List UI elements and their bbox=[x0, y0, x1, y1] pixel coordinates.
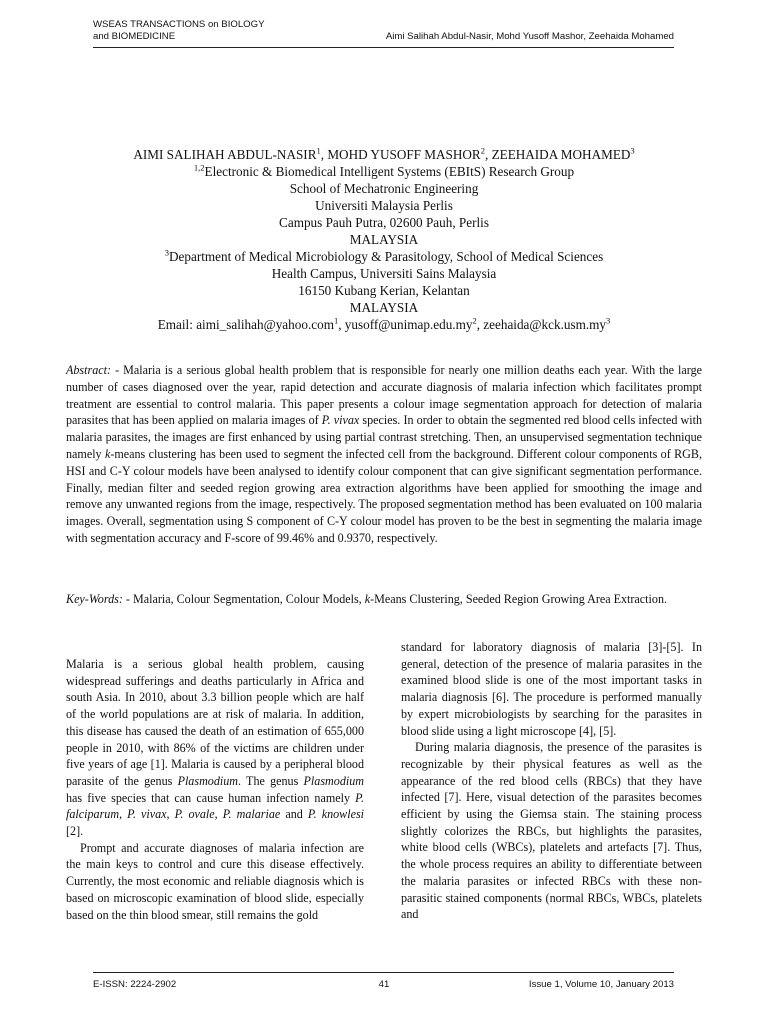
journal-name-line2: and BIOMEDICINE bbox=[93, 31, 176, 42]
author-names bbox=[0, 146, 768, 163]
affiliation-2-address: 16150 Kubang Kerian, Kelantan bbox=[298, 283, 470, 298]
keywords bbox=[66, 591, 702, 608]
affiliation-1-group: Electronic & Biomedical Intelligent Systems (EBItS) Research Group bbox=[204, 164, 575, 179]
keywords-label: Key-Words: bbox=[66, 592, 123, 606]
email-1-sup: 1 bbox=[333, 315, 339, 326]
email-separator: , bbox=[476, 317, 484, 332]
species-name: P. vivax bbox=[127, 807, 167, 822]
abstract-text: -means clustering has been used to segment the infected cell from the background. Different colour components of RGB, HSI and C-Y colour models have been analysed to identify colour component that can give significant segmentation performance. Finally, median filter and seeded region growing area extraction algorithms have been applied for smoothing the image and remove any unwanted regions from the image, respectively. The proposed segmentation method has been evaluated on 100 malaria images. Overall, segmentation using S component of C-Y colour model has proven to be the best in segmenting the malaria image with segmentation accuracy and F-score of 99.46% and 0.9370, respectively. bbox=[66, 446, 702, 545]
affiliation-1 bbox=[0, 163, 768, 180]
email-3: zeehaida@kck.usm.my bbox=[483, 317, 607, 332]
email-2-sup: 2 bbox=[472, 315, 477, 326]
affiliation-1-university: Universiti Malaysia Perlis bbox=[315, 198, 453, 213]
intro-paragraph-4: During malaria diagnosis, the presence of the parasites is recognizable by their physical features as well as the appearance of the red blood cells (RBCs) that they have infected [7]. Here, visual detection of the parasites becomes efficient by using the Giemsa stain. The staining process slightly colorizes the RBCs, but highlights the parasites, white blood cells (WBCs), platelets and artefacts [7]. Thus, the whole process requires an ability to differentiate between the malaria parasites or infected RBCs with these non-parasitic stained components (normal RBCs, WBCs, platelets and bbox=[401, 740, 702, 922]
affiliation-2-country: MALAYSIA bbox=[349, 300, 419, 315]
affiliation-2-department: Department of Medical Microbiology & Parasitology, School of Medical Sciences bbox=[169, 249, 604, 264]
keywords-k: k bbox=[364, 592, 371, 606]
keywords-text: -Means Clustering, Seeded Region Growing Area Extraction. bbox=[370, 592, 668, 606]
footer-rule bbox=[93, 972, 674, 973]
abstract-text: species. In order to obtain the segmented red blood cells infected with malaria parasites, the images are first enhanced by using partial contrast stretching. Then, an unsupervised segmentation technique namely bbox=[66, 413, 702, 461]
journal-name-line1: WSEAS TRANSACTIONS on BIOLOGY bbox=[93, 19, 265, 30]
author-3-sup: 3 bbox=[630, 145, 635, 156]
body-text: and bbox=[280, 807, 308, 822]
abstract-k: k bbox=[104, 446, 111, 461]
journal-name bbox=[93, 19, 265, 43]
header-rule bbox=[93, 47, 674, 48]
body-text: , bbox=[214, 807, 223, 822]
abstract-species: P. vivax bbox=[321, 413, 360, 428]
abstract bbox=[66, 362, 702, 547]
abstract-label: Abstract: bbox=[66, 363, 112, 377]
species-name: P. malariae bbox=[222, 807, 281, 822]
footer-issue: Issue 1, Volume 10, January 2013 bbox=[528, 979, 674, 990]
affiliation-1-country: MALAYSIA bbox=[349, 232, 419, 247]
abstract-text: - Malaria is a serious global health problem that is responsible for nearly one million deaths each year. With the large number of cases diagnosed over the year, rapid detection and accurate diagnosis of malaria infection which facilitates prompt treatment are essential to control malaria. This paper presents a colour image segmentation approach for detection of malaria parasites that has been applied on malaria images of bbox=[66, 363, 702, 428]
intro-paragraph-3: standard for laboratory diagnosis of malaria [3]-[5]. In general, detection of the presence of malaria parasites in the examined blood slide is one of the most important tasks in malaria diagnosis [6]. The procedure is performed manually by expert microbiologists by searching for the parasites in blood slide using a light microscope [4], [5]. bbox=[401, 640, 702, 738]
species-name: P. knowlesi bbox=[307, 807, 365, 822]
author-2-sup: 2 bbox=[480, 145, 485, 156]
genus-name: Plasmodium bbox=[177, 773, 239, 788]
author-separator: , bbox=[484, 147, 492, 162]
body-text: , bbox=[119, 807, 128, 822]
author-2: MOHD YUSOFF MASHOR bbox=[327, 147, 481, 162]
running-authors: Aimi Salihah Abdul-Nasir, Mohd Yusoff Mashor, Zeehaida Mohamed bbox=[385, 31, 674, 42]
intro-paragraph-2: Prompt and accurate diagnoses of malaria infection are the main keys to control and cure this disease effectively. Currently, the most economic and reliable diagnosis which is based on microscopic examination of blood slide, especially based on the thin blood smear, still remains the gold bbox=[66, 840, 364, 922]
author-1: AIMI SALIHAH ABDUL-NASIR bbox=[133, 147, 317, 162]
species-name: P. ovale bbox=[174, 807, 215, 822]
body-text: . The genus bbox=[238, 773, 304, 788]
species-name: P. falciparum bbox=[66, 790, 364, 822]
email-3-sup: 3 bbox=[606, 315, 611, 326]
affiliation-2-sup: 3 bbox=[164, 247, 169, 258]
email-label: Email: bbox=[157, 317, 197, 332]
affiliation-2 bbox=[0, 248, 768, 265]
author-3: ZEEHAIDA MOHAMED bbox=[491, 147, 631, 162]
email-separator: , bbox=[338, 317, 345, 332]
genus-name: Plasmodium bbox=[303, 773, 364, 788]
footer-eissn: E-ISSN: 2224-2902 bbox=[93, 979, 177, 990]
body-text: Malaria is a serious global health problem, causing widespread sufferings and deaths particularly in Africa and south Asia. In 2010, about 3.3 billion people which are half of the world populations are at risk of malaria. In addition, this disease has caused the death of an estimation of 655,000 people in 2010, with 86% of the victims are children under five years of age [1]. Malaria is caused by a peripheral blood parasite of the genus bbox=[66, 657, 364, 788]
right-column bbox=[401, 639, 702, 923]
body-text: , bbox=[166, 807, 175, 822]
body-text: [2]. bbox=[66, 824, 84, 839]
email-1: aimi_salihah@yahoo.com bbox=[196, 317, 334, 332]
body-text: has five species that can cause human infection namely bbox=[66, 790, 356, 805]
author-1-sup: 1 bbox=[316, 145, 321, 156]
email-line bbox=[0, 316, 768, 333]
affiliation-1-sup: 1,2 bbox=[193, 162, 205, 173]
page-number: 41 bbox=[378, 979, 390, 990]
affiliation-2-campus: Health Campus, Universiti Sains Malaysia bbox=[271, 266, 497, 281]
intro-paragraph-1 bbox=[66, 656, 364, 840]
author-affiliation-block bbox=[0, 146, 768, 333]
affiliation-1-address: Campus Pauh Putra, 02600 Pauh, Perlis bbox=[279, 215, 489, 230]
email-2: yusoff@unimap.edu.my bbox=[344, 317, 473, 332]
left-column bbox=[66, 656, 364, 923]
keywords-text: - Malaria, Colour Segmentation, Colour Models, bbox=[122, 592, 365, 606]
affiliation-1-school: School of Mechatronic Engineering bbox=[289, 181, 479, 196]
author-separator: , bbox=[320, 147, 328, 162]
